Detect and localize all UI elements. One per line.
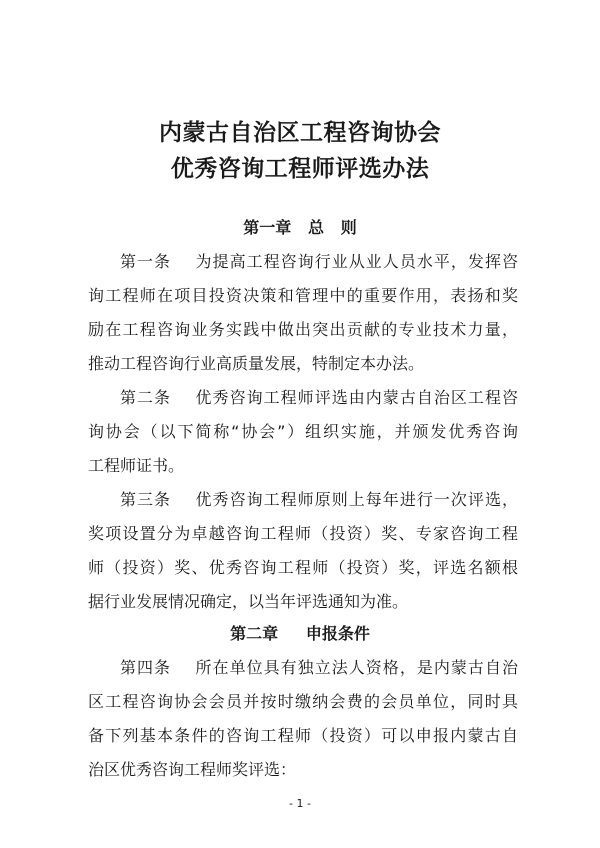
article-2-line-2: 询协会（以下简称“协会”）组织实施，并颁发优秀咨询 bbox=[88, 422, 518, 441]
article-1-line-4: 推动工程咨询行业高质量发展，特制定本办法。 bbox=[88, 354, 425, 373]
document-title-line-1: 内蒙古自治区工程咨询协会 bbox=[159, 119, 441, 146]
chapter-1-heading: 第一章 总 则 bbox=[243, 218, 357, 237]
article-2-line-1: 第二条 优秀咨询工程师评选由内蒙古自治区工程咨 bbox=[120, 388, 518, 407]
article-1-line-3: 励在工程咨询业务实践中做出突出贡献的专业技术力量， bbox=[88, 320, 518, 339]
article-3-line-1: 第三条 优秀咨询工程师原则上每年进行一次评选， bbox=[120, 490, 518, 509]
article-4-line-2: 区工程咨询协会会员并按时缴纳会费的会员单位，同时具 bbox=[88, 692, 518, 711]
article-1-line-2: 询工程师在项目投资决策和管理中的重要作用，表扬和奖 bbox=[88, 286, 518, 305]
article-2-line-3: 工程师证书。 bbox=[88, 456, 185, 475]
article-4-line-3: 备下列基本条件的咨询工程师（投资）可以申报内蒙古自 bbox=[88, 726, 518, 745]
page-number: - 1 - bbox=[289, 797, 311, 810]
article-4-line-4: 治区优秀咨询工程师奖评选： bbox=[88, 760, 297, 779]
article-3-line-3: 师（投资）奖、优秀咨询工程师（投资）奖，评选名额根 bbox=[88, 558, 518, 577]
article-3-line-4: 据行业发展情况确定，以当年评选通知为准。 bbox=[88, 592, 409, 611]
article-1-line-1: 第一条 为提高工程咨询行业从业人员水平，发挥咨 bbox=[120, 252, 518, 271]
article-4-line-1: 第四条 所在单位具有独立法人资格，是内蒙古自治 bbox=[120, 658, 518, 677]
article-3-line-2: 奖项设置分为卓越咨询工程师（投资）奖、专家咨询工程 bbox=[88, 524, 518, 543]
document-title-line-2: 优秀咨询工程师评选办法 bbox=[170, 155, 430, 182]
chapter-2-heading: 第二章 申报条件 bbox=[230, 624, 370, 643]
